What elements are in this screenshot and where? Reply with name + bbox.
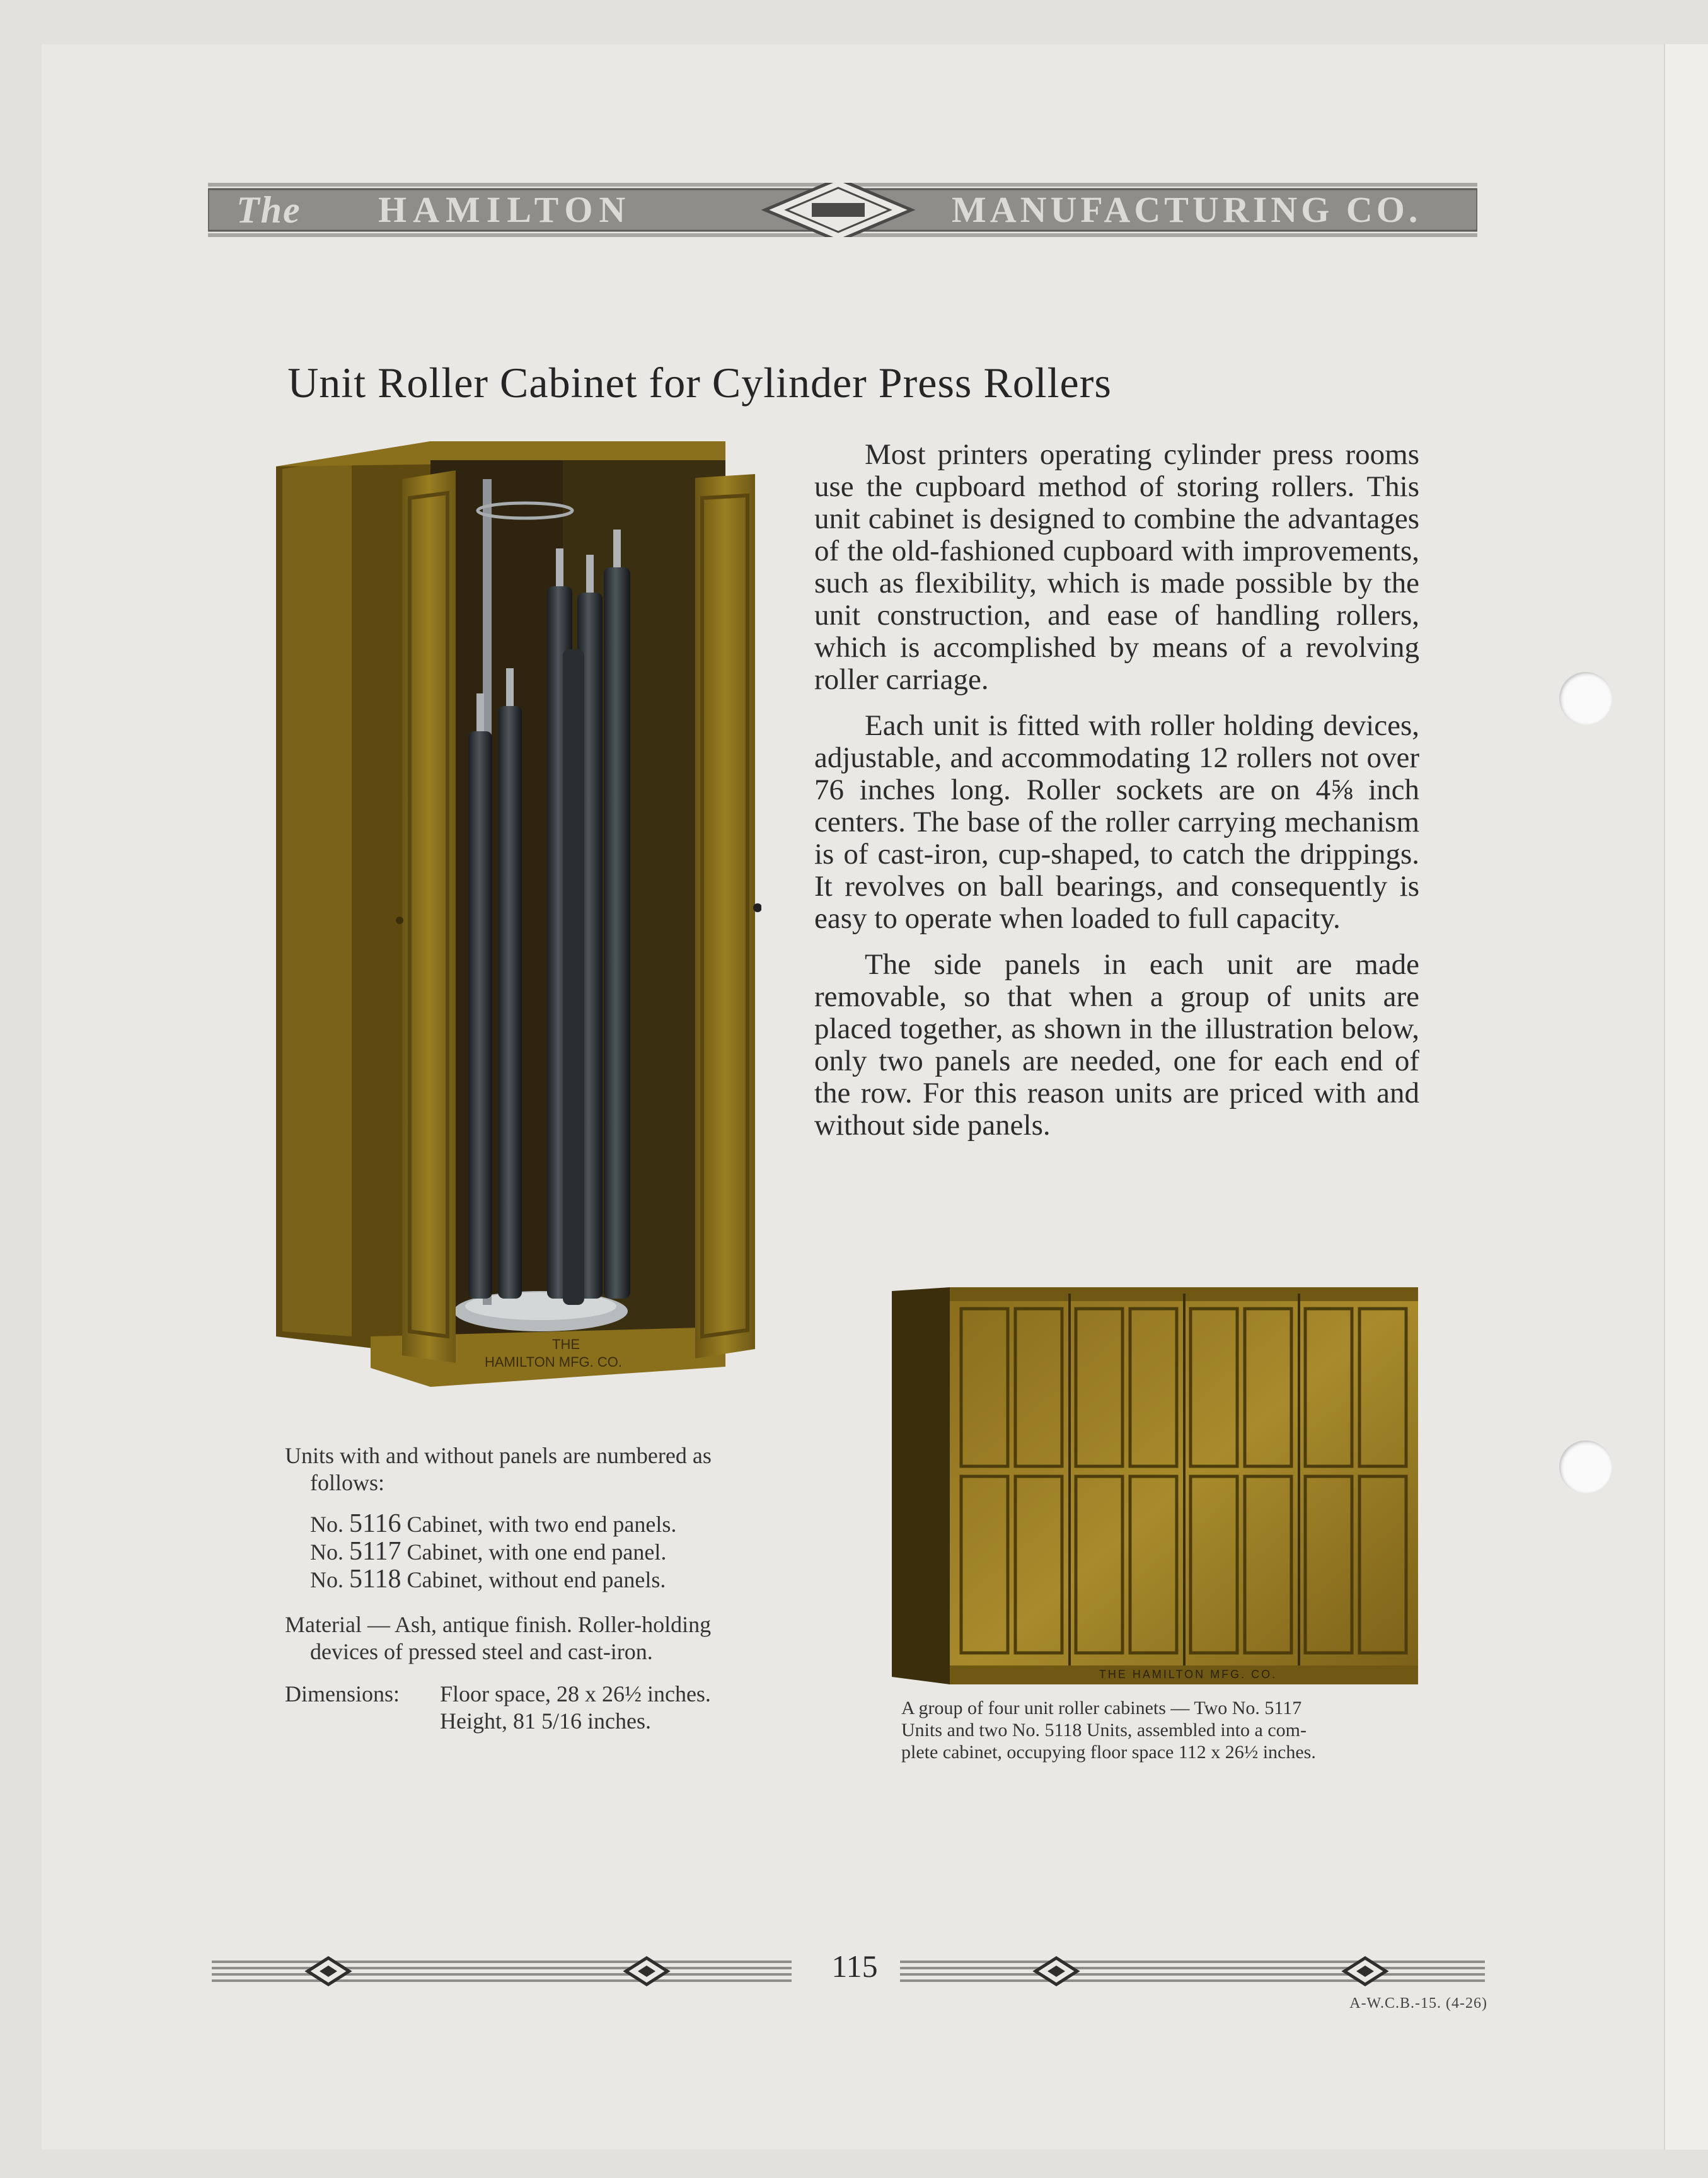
- unit-number: 5117: [349, 1537, 401, 1566]
- units-list: [285, 1442, 833, 1735]
- paragraph-1: Most printers operating cylinder press rooms use the cupboard method of storing rollers. This unit cabinet is designed to combine the advantages of the old-fashioned cupboard with improvements, such as flexibility, which is made possible by the unit construction, and ease of handling rollers, which is accomplished by means of a revolving roller carriage.: [814, 438, 1419, 696]
- floor-space: Floor space, 28 x 26½ inches.: [440, 1681, 711, 1706]
- banner-hamilton: HAMILTON: [378, 189, 632, 230]
- paragraph-3: The side panels in each unit are made removable, so that when a group of units are placed together, as shown in the illustration below, only two panels are needed, one for each end of the row. For this reason units are priced with and without side panels.: [814, 948, 1419, 1142]
- roller-cabinet-illustration: [276, 441, 761, 1393]
- group-caption: [901, 1697, 1418, 1763]
- unit-prefix: No.: [310, 1539, 343, 1565]
- description-text: [814, 439, 1419, 1156]
- units-intro-cont: follows:: [310, 1470, 385, 1495]
- unit-prefix: No.: [310, 1512, 343, 1537]
- page-title: Unit Roller Cabinet for Cylinder Press Rollers: [287, 359, 1112, 407]
- group-cabinet-stamp: THE HAMILTON MFG. CO.: [1099, 1668, 1278, 1681]
- caption-line: Units and two No. 5118 Units, assembled into a com-: [901, 1720, 1307, 1741]
- unit-number: 5116: [349, 1509, 401, 1538]
- group-cabinet-illustration: [892, 1287, 1418, 1684]
- unit-description: Cabinet, without end panels.: [407, 1567, 666, 1592]
- unit-item: [310, 1566, 833, 1594]
- catalog-code: A-W.C.B.-15. (4-26): [1349, 1995, 1487, 2012]
- paragraph-2: Each unit is fitted with roller holding devices, adjustable, and accommodating 12 rollers not over 76 inches long. Roller sockets are on 4⅝ inch centers. The base of the roller carrying mechanism is of cast-iron, cup-shaped, to catch the drippings. It revolves on ball bearings, and consequently is easy to operate when loaded to full capacity.: [814, 709, 1419, 935]
- caption-line: A group of four unit roller cabinets — Two No. 5117: [901, 1698, 1302, 1718]
- banner-the: The: [236, 189, 301, 231]
- unit-prefix: No.: [310, 1567, 343, 1592]
- height: Height, 81 5/16 inches.: [440, 1708, 651, 1734]
- binder-hole: [1559, 1440, 1612, 1493]
- page-number: 115: [831, 1949, 878, 1984]
- cabinet-stamp-maker: HAMILTON MFG. CO.: [485, 1354, 622, 1370]
- unit-description: Cabinet, with one end panel.: [407, 1539, 667, 1565]
- units-intro: Units with and without panels are numbered as: [285, 1443, 712, 1468]
- dimensions-values: [440, 1681, 711, 1735]
- binder-hole: [1559, 672, 1612, 725]
- banner-manufacturing: MANUFACTURING CO.: [952, 189, 1422, 230]
- caption-line: plete cabinet, occupying floor space 112 x 26½ inches.: [901, 1742, 1316, 1763]
- material-line-cont: devices of pressed steel and cast-iron.: [310, 1639, 653, 1664]
- cabinet-stamp-the: THE: [552, 1336, 580, 1352]
- unit-item: [310, 1538, 833, 1566]
- material-line: Material — Ash, antique finish. Roller-holding: [285, 1612, 712, 1637]
- page-edge: [1664, 44, 1708, 2150]
- unit-description: Cabinet, with two end panels.: [407, 1512, 677, 1537]
- unit-number: 5118: [349, 1565, 401, 1594]
- unit-item: [310, 1510, 833, 1538]
- header-banner: [208, 183, 1477, 237]
- dimensions-label: Dimensions:: [285, 1681, 400, 1706]
- dimensions: [285, 1681, 833, 1735]
